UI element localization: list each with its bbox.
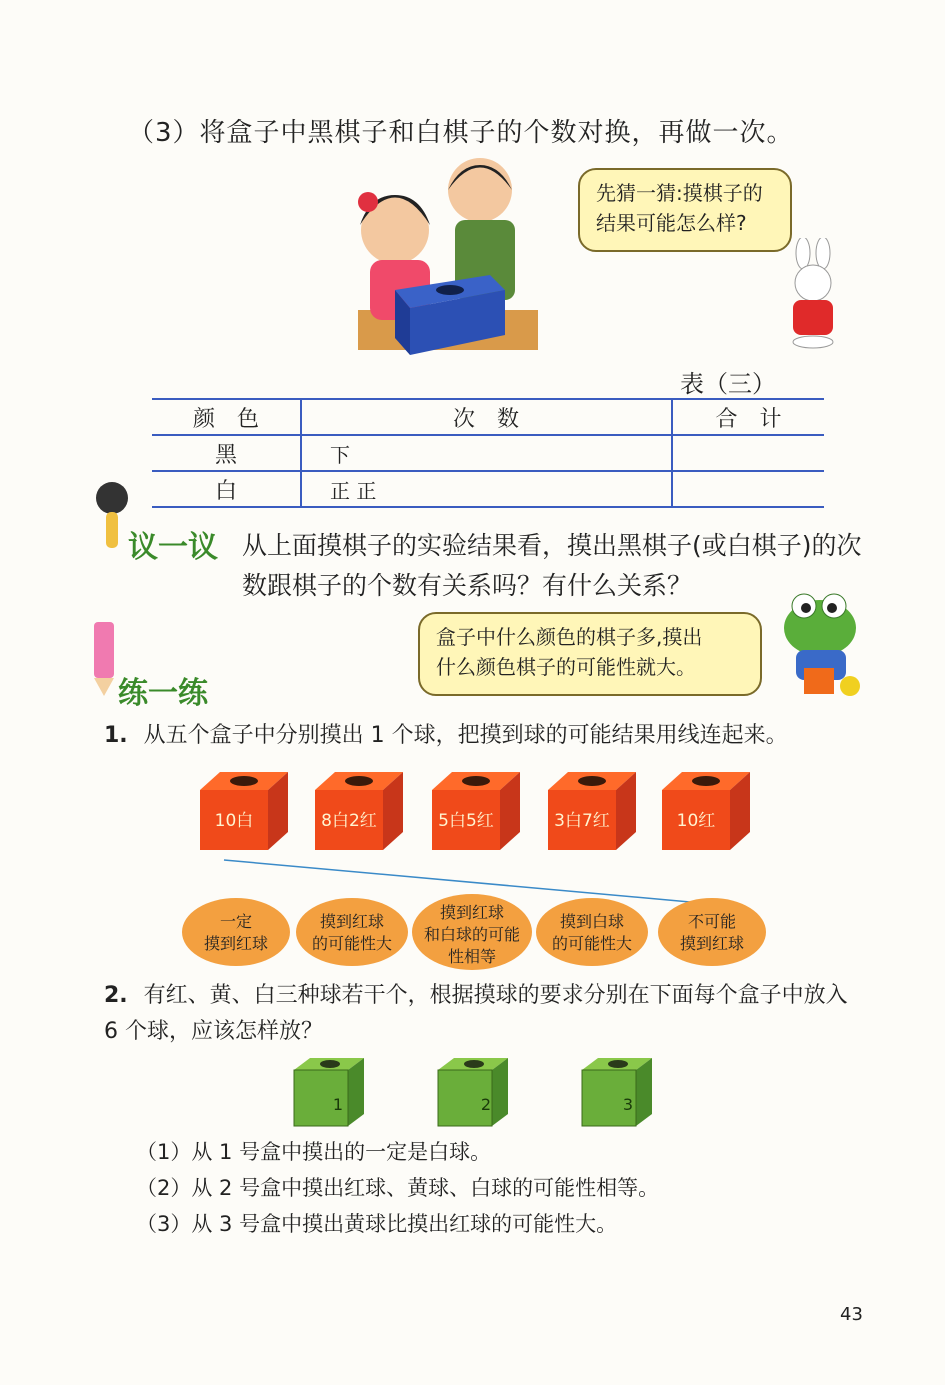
cell-color: 白	[152, 471, 301, 507]
exercise-1-figure	[180, 760, 780, 980]
result-2	[296, 898, 408, 966]
header-color: 颜 色	[152, 399, 301, 435]
box-label: 5白5红	[438, 811, 494, 831]
result-line: 一定	[219, 912, 253, 931]
result-line: 摸到红球	[679, 934, 745, 953]
box-3	[432, 772, 520, 850]
exercise-2-item-2: （2）从 2 号盒中摸出红球、黄球、白球的可能性相等。	[136, 1176, 660, 1200]
green-box-2	[438, 1058, 508, 1126]
result-line: 摸到红球	[439, 903, 505, 922]
discuss-text: 从上面摸棋子的实验结果看，摸出黑棋子(或白棋子)的次数跟棋子的个数有关系吗？有什么关系？	[242, 531, 862, 600]
cell-total	[672, 471, 824, 507]
result-4	[536, 898, 648, 966]
box-label: 10红	[676, 811, 716, 831]
exercise-number: 2.	[104, 983, 128, 1008]
box-number: 2	[480, 1095, 492, 1114]
page-number: 43	[840, 1304, 863, 1325]
bubble-line: 什么颜色棋子的可能性就大。	[436, 655, 696, 679]
cell-count: 正 正	[301, 471, 672, 507]
question-3: （3）将盒子中黑棋子和白棋子的个数对换，再做一次。	[128, 118, 794, 148]
result-line: 摸到红球	[203, 934, 269, 953]
exercise-2	[104, 978, 864, 1050]
box-label: 10白	[214, 811, 254, 831]
bubble-line: 盒子中什么颜色的棋子多,摸出	[436, 625, 703, 649]
cell-color: 黑	[152, 435, 301, 471]
result-line: 的可能性大	[551, 934, 633, 953]
table-title: 表（三）	[680, 370, 776, 398]
box-2	[315, 772, 403, 850]
box-4	[548, 772, 636, 850]
discuss-label: 议一议	[128, 530, 218, 565]
result-5	[658, 898, 766, 966]
frog-icon	[768, 590, 878, 702]
children-illustration	[340, 150, 550, 360]
tally-table	[152, 398, 824, 508]
box-5	[662, 772, 750, 850]
bubble-line: 先猜一猜:摸棋子的	[596, 181, 763, 205]
exercise-1	[104, 718, 788, 749]
box-1	[200, 772, 288, 850]
exercise-2-item-3: （3）从 3 号盒中摸出黄球比摸出红球的可能性大。	[136, 1212, 618, 1236]
result-line: 不可能	[687, 912, 737, 931]
green-box-3	[582, 1058, 652, 1126]
result-line: 和白球的可能	[423, 925, 521, 944]
result-1	[182, 898, 290, 966]
speech-bubble-frog	[418, 612, 762, 696]
box-label: 3白7红	[554, 811, 610, 831]
result-line: 摸到白球	[559, 912, 625, 931]
exercise-2-item-1: （1）从 1 号盒中摸出的一定是白球。	[136, 1140, 492, 1164]
result-line: 的可能性大	[311, 934, 393, 953]
result-3	[412, 894, 532, 970]
rabbit-icon	[778, 238, 848, 353]
header-count: 次 数	[301, 399, 672, 435]
box-number: 3	[622, 1095, 634, 1114]
exercise-text: 从五个盒子中分别摸出 1 个球，把摸到球的可能结果用线连起来。	[143, 723, 788, 748]
result-line: 性相等	[447, 947, 497, 966]
box-label: 8白2红	[321, 811, 377, 831]
result-line: 摸到红球	[319, 912, 385, 931]
speech-bubble-guess	[578, 168, 792, 252]
cell-total	[672, 435, 824, 471]
practice-label: 练一练	[118, 676, 208, 711]
green-box-1	[294, 1058, 364, 1126]
exercise-2-figure	[290, 1052, 670, 1132]
table-row	[152, 471, 824, 507]
box-number: 1	[332, 1095, 344, 1114]
exercise-number: 1.	[104, 723, 128, 748]
table-header-row	[152, 399, 824, 435]
table-row	[152, 435, 824, 471]
cell-count: 下	[301, 435, 672, 471]
bubble-line: 结果可能怎么样?	[596, 211, 747, 235]
exercise-text: 有红、黄、白三种球若干个，根据摸球的要求分别在下面每个盒子中放入 6 个球，应该怎样放？	[104, 983, 848, 1044]
header-total: 合 计	[672, 399, 824, 435]
